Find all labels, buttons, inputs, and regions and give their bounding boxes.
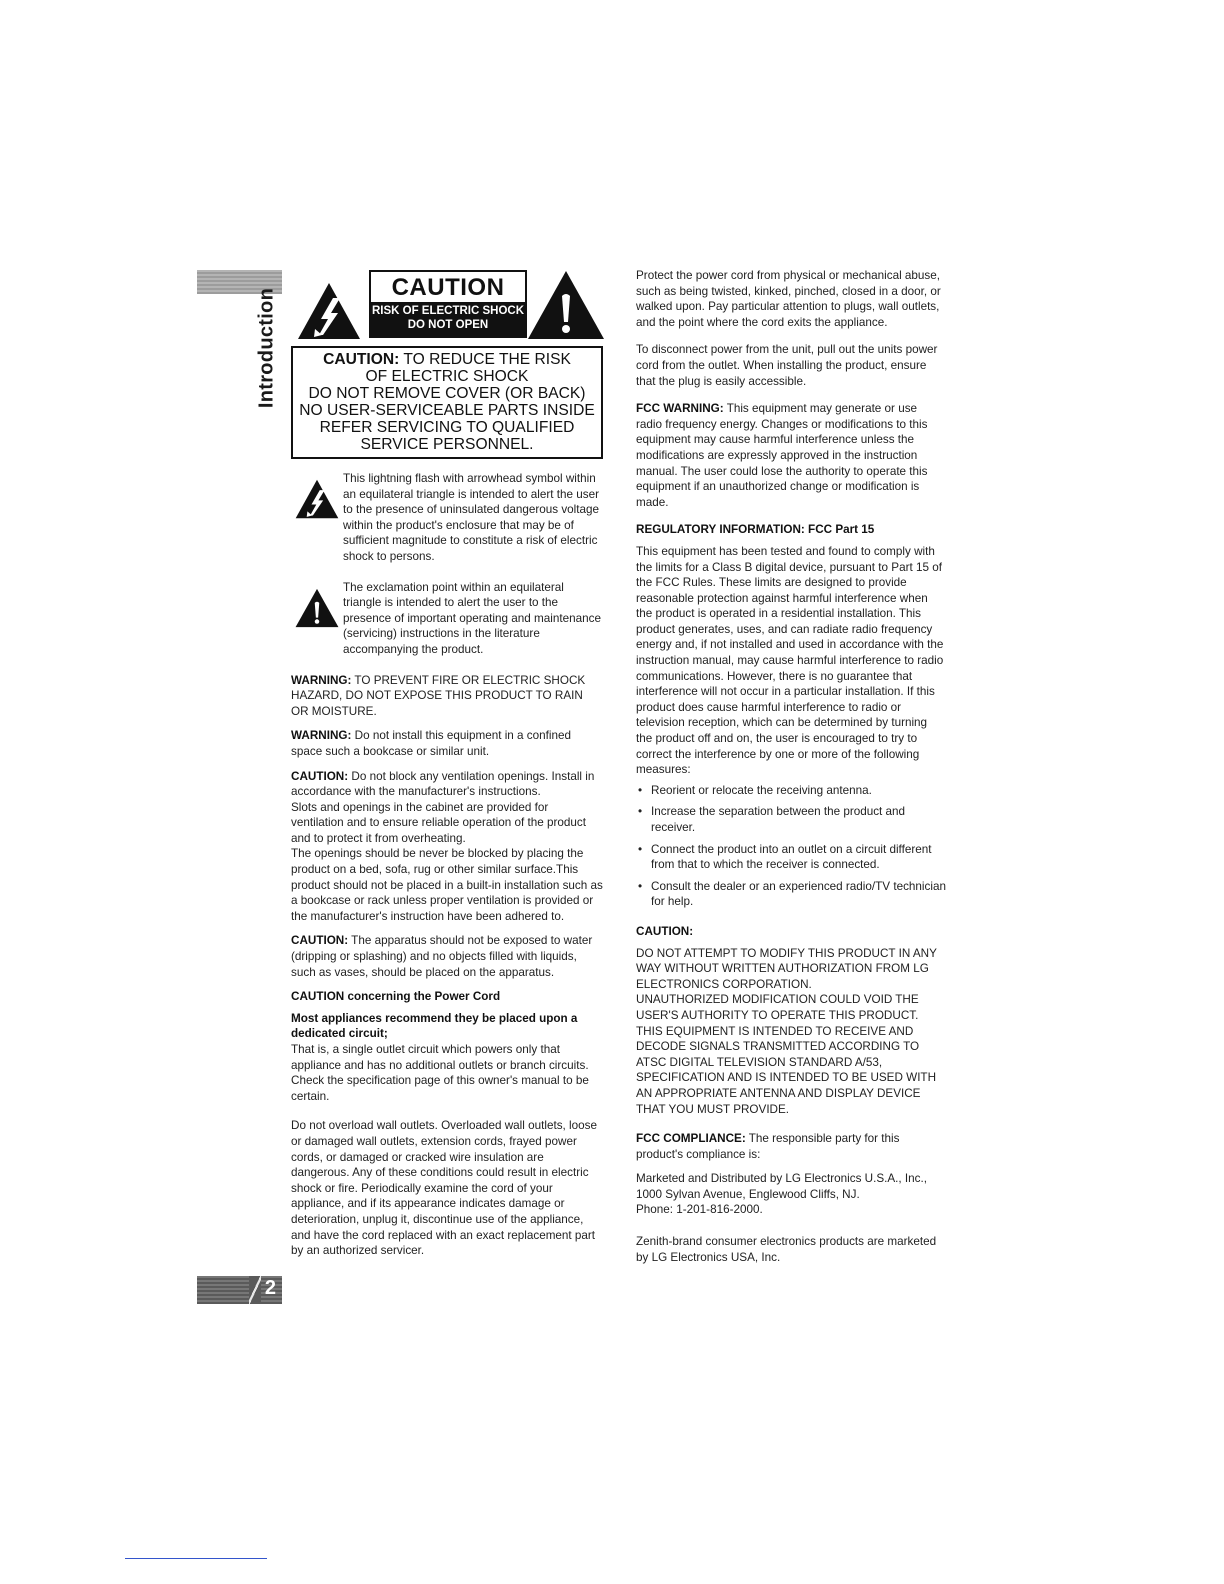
page-tab-notch xyxy=(249,1276,261,1304)
caution-unauthorized-text: UNAUTHORIZED MODIFICATION COULD VOID THE USER'S AUTHORITY TO OPERATE THIS PRODUCT. THIS EQUIPMENT IS INTENDED TO RECEIVE AND DECODE SIGNALS TRANSMITTED ACCORDING TO ATSC DIGITAL TELEVISION STANDARD A/53, SPECIFICATION AND IS INTENDED TO BE USED WITH AN APPROPRIATE ANTENNA AND DISPLAY DEVICE THAT YOU MUST PROVIDE. xyxy=(636,993,937,1116)
list-item: • Consult the dealer or an experienced radio/TV technician for help. xyxy=(636,879,946,910)
lightning-triangle-icon xyxy=(297,282,361,340)
list-item: • Connect the product into an outlet on a circuit different from that to which the receiver is connected. xyxy=(636,842,946,873)
bottom-rule xyxy=(125,1558,267,1559)
disconnect-power-text: To disconnect power from the unit, pull out the units power cord from the outlet. When installing the product, ensure that the plug is easily accessible. xyxy=(636,343,938,388)
lightning-triangle-icon xyxy=(295,479,339,519)
page-number-tab xyxy=(197,1276,282,1304)
caution-banner xyxy=(291,270,603,342)
distributor-line3: Phone: 1-201-816-2000. xyxy=(636,1203,763,1217)
distributor-line1: Marketed and Distributed by LG Electronics U.S.A., Inc., xyxy=(636,1172,928,1186)
list-item: • Increase the separation between the product and receiver. xyxy=(636,804,946,835)
right-column xyxy=(636,268,946,1274)
distributor-info xyxy=(636,1171,946,1218)
caution-sub-line2: DO NOT OPEN xyxy=(407,319,489,331)
caution-notice-line6: SERVICE PERSONNEL. xyxy=(360,436,534,453)
power-cord-heading: CAUTION concerning the Power Cord xyxy=(291,990,501,1004)
overload-outlets-text: Do not overload wall outlets. Overloaded wall outlets, loose or damaged wall outlets, extension cords, frayed power cords, or damaged or cracked wire insulation are dangerous. Any of these conditions could result in electric shock or fire. Periodically examine the cord of your appliance, and if its appearance indicates damage or deterioration, unplug it, discontinue use of the appliance, and have the cord replaced with an exact replacement part by an authorized servicer. xyxy=(291,1119,597,1258)
caution-notice-line2: OF ELECTRIC SHOCK xyxy=(365,368,529,385)
dedicated-circuit-text: That is, a single outlet circuit which powers only that appliance and has no additional outlets or branch circuits. Check the specification page of this owner's manual to be certain. xyxy=(291,1043,589,1103)
exclamation-symbol-text: The exclamation point within an equilateral triangle is intended to alert the user to the presence of important operating and maintenance (servicing) instructions in the literature accompanying the product. xyxy=(343,580,601,656)
caution-modify-heading: CAUTION: xyxy=(636,924,694,938)
caution-ventilation-slots: Slots and openings in the cabinet are provided for ventilation and to ensure reliable operation of the product and to protect it from overheating. xyxy=(291,800,586,845)
left-column xyxy=(291,270,603,1268)
exclamation-symbol-explanation xyxy=(291,580,603,658)
caution-subtitle xyxy=(371,302,525,336)
lightning-symbol-explanation xyxy=(291,471,603,565)
section-label: Introduction xyxy=(255,287,278,409)
dedicated-circuit-heading: Most appliances recommend they be placed upon a dedicated circuit; xyxy=(291,1011,578,1041)
exclamation-triangle-icon xyxy=(527,270,605,340)
caution-modify-text: DO NOT ATTEMPT TO MODIFY THIS PRODUCT IN ANY WAY WITHOUT WRITTEN AUTHORIZATION FROM LG ELECTRONICS CORPORATION. xyxy=(636,946,937,991)
caution-title: CAUTION xyxy=(391,274,505,301)
caution-ventilation: CAUTION: Do not block any ventilation openings. Install in accordance with the manufacturer's instructions. xyxy=(291,769,595,799)
warning-rain-moisture: WARNING: TO PREVENT FIRE OR ELECTRIC SHOCK HAZARD, DO NOT EXPOSE THIS PRODUCT TO RAIN OR MOISTURE. xyxy=(291,673,586,718)
zenith-brand-text: Zenith-brand consumer electronics products are marketed by LG Electronics USA, Inc. xyxy=(636,1235,937,1264)
interference-measures-list xyxy=(636,783,946,910)
regulatory-heading: REGULATORY INFORMATION: FCC Part 15 xyxy=(636,523,875,537)
exclamation-triangle-icon xyxy=(295,588,339,628)
warning-confined-space: WARNING: Do not install this equipment in a confined space such a bookcase or similar unit. xyxy=(291,729,571,758)
caution-sub-line1: RISK OF ELECTRIC SHOCK xyxy=(371,305,525,317)
caution-notice-line1: CAUTION: TO REDUCE THE RISK xyxy=(323,351,571,368)
list-item: • Reorient or relocate the receiving antenna. xyxy=(636,783,946,799)
caution-ventilation-openings: The openings should be never be blocked by placing the product on a bed, sofa, rug or other similar surface.This product should not be placed in a built-in installation such as a bookcase or rack unless proper ventilation is provided or the manufacturer's instruction have been adhered to. xyxy=(291,847,603,923)
caution-notice-box xyxy=(291,346,603,459)
fcc-warning: FCC WARNING: This equipment may generate or use radio frequency energy. Changes or modifications to this equipment may cause harmful interference unless the modifications are expressly approved in the instruction manual. The user could lose the authority to operate this equipment if an unauthorized change or modification is made. xyxy=(636,402,928,509)
regulatory-text: This equipment has been tested and found to comply with the limits for a Class B digital device, pursuant to Part 15 of the FCC Rules. These limits are designed to provide reasonable protection against harmful interference when the product is operated in a residential installation. This product generates, uses, and can radiate radio frequency energy and, if not installed and used in accordance with the instruction manual, may cause harmful interference to radio communications. However, there is no guarantee that interference will not occur in a particular installation. If this product does cause harmful interference to radio or television reception, which can be determined by turning the product off and on, the user is encouraged to try to correct the interference by one or more of the following measures: xyxy=(636,544,944,777)
lightning-symbol-text: This lightning flash with arrowhead symbol within an equilateral triangle is intended to alert the user to the presence of uninsulated dangerous voltage within the product's enclosure that may be of sufficient magnitude to constitute a risk of electric shock to persons. xyxy=(343,472,600,563)
caution-notice-line5: REFER SERVICING TO QUALIFIED xyxy=(319,419,575,436)
caution-notice-line3: DO NOT REMOVE COVER (OR BACK) xyxy=(308,385,586,402)
fcc-compliance: FCC COMPLIANCE: The responsible party for this product's compliance is: xyxy=(636,1132,900,1161)
caution-water: CAUTION: The apparatus should not be exposed to water (dripping or splashing) and no objects filled with liquids, such as vases, should be placed on the apparatus. xyxy=(291,934,593,979)
caution-label-box xyxy=(369,270,527,338)
caution-notice-line4: NO USER-SERVICEABLE PARTS INSIDE xyxy=(299,402,595,419)
protect-power-cord-text: Protect the power cord from physical or mechanical abuse, such as being twisted, kinked, pinched, closed in a door, or walked upon. Pay particular attention to plugs, wall outlets, and the point where the cord exits the appliance. xyxy=(636,269,941,329)
distributor-line2: 1000 Sylvan Avenue, Englewood Cliffs, NJ. xyxy=(636,1187,860,1201)
page-number: 2 xyxy=(264,1277,276,1299)
